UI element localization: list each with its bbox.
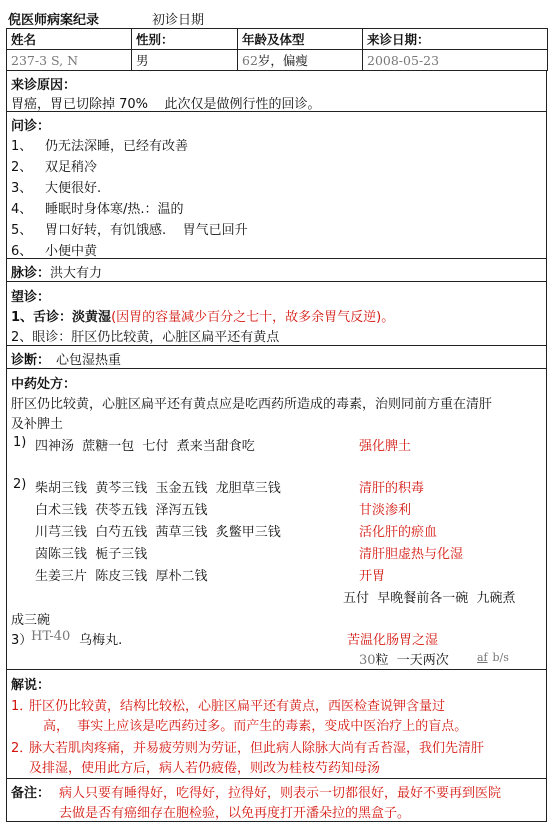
dose-number: 30 (359, 653, 376, 668)
inquiry-item-text: 胃口好转，有饥饿感. 胃气已回升 (45, 223, 248, 238)
inquiry-item-num: 1、 (11, 139, 33, 154)
medical-record-sheet (6, 6, 547, 822)
formula-1-number: 1) (13, 435, 27, 450)
formula-2-effect: 活化肝的瘀血 (359, 525, 438, 540)
dose-text: 粒 一天两次 (375, 653, 449, 668)
explanation-section (6, 670, 547, 779)
formula-2-herbs: 茵陈三钱 栀子三钱 (35, 547, 148, 562)
observation-label: 望诊： (11, 290, 51, 305)
age-number: 62 (242, 53, 258, 68)
pulse-row (11, 262, 102, 281)
first-visit-date-label: 初诊日期 (152, 13, 205, 28)
pulse-text: 洪大有力 (50, 266, 103, 281)
inquiry-label: 问诊： (11, 119, 51, 134)
inquiry-item-text: 睡眠时身体寒/热.：温的 (45, 202, 184, 217)
formula-2-dosage: 五付 早晚餐前各一碗 九碗煮 (343, 591, 516, 606)
formula-3-code: HT-40 (31, 629, 71, 644)
record-header (6, 6, 547, 28)
name-header: 姓名 (7, 29, 132, 50)
diagnosis-text: 心包湿热重 (56, 353, 122, 368)
note-line2: 去做是否有癌细存在胞检验，以免再度打开潘朵拉的黑盒子。 (59, 806, 411, 821)
prescription-intro: 肝区仍比较黄，心脏区扁平还有黄点应是吃西药所造成的毒素，治则同前方重在清肝 (11, 397, 493, 412)
formula-2-effect: 清肝的积毒 (359, 481, 425, 496)
age-header: 年龄及体型 (238, 29, 363, 50)
formula-2-herbs: 柴胡三钱 黄芩三钱 玉金五钱 龙胆草三钱 (35, 481, 281, 496)
explanation-1-line2: 高， 事实上应该是吃西药过多。而产生的毒素，变成中医治疗上的盲点。 (43, 719, 468, 734)
formula-2-effect: 开胃 (359, 569, 386, 584)
inquiry-section (6, 112, 547, 259)
prescription-label: 中药处方： (11, 377, 77, 392)
pulse-label: 脉诊： (11, 266, 51, 281)
explanation-1-line1: 肝区仍比较黄，结构比较松，心脏区扁平还有黄点，西医检查说钾含量过 (29, 699, 446, 714)
formula-2-effect: 清肝胆虚热与化湿 (359, 547, 464, 562)
visit-date: 2008-05-23 (363, 50, 548, 71)
formula-3-dosage (359, 649, 449, 668)
reason-section (6, 71, 547, 112)
eye-diagnosis: 2、眼诊：肝区仍比较黄，心脏区扁平还有黄点 (11, 330, 280, 345)
inquiry-item-text: 大便很好. (45, 181, 102, 196)
gender-header: 性别： (132, 29, 238, 50)
tongue-diagnosis (11, 306, 394, 325)
note-section (6, 779, 547, 822)
tongue-label: 1、舌诊： (11, 310, 73, 325)
dose-bs: b/s (489, 651, 509, 664)
patient-info-table (6, 28, 548, 71)
formula-2-dosage-cont: 成三碗 (11, 613, 51, 628)
formula-2-herbs: 生姜三片 陈皮三钱 厚朴二钱 (35, 569, 208, 584)
dose-af: af (477, 651, 488, 664)
info-value-row (7, 50, 548, 71)
prescription-section (6, 369, 547, 670)
info-header-row (7, 29, 548, 50)
inquiry-item-text: 仍无法深睡，已经有改善 (45, 139, 189, 154)
explanation-label: 解说： (11, 678, 51, 693)
inquiry-item-num: 2、 (11, 160, 33, 175)
explanation-2-line2: 及排湿，使用此方后，病人若仍疲倦，则改为桂枝芍药知母汤 (29, 761, 381, 776)
note-line1: 病人只要有睡得好，吃得好，拉得好，则表示一切都很好，最好不要再到医院 (59, 786, 502, 801)
tongue-note: (因胃的容量减少百分之七十，故多余胃气反逆)。 (111, 310, 395, 325)
patient-id: 237-3 S, N (7, 50, 132, 71)
inquiry-item-num: 4、 (11, 202, 33, 217)
formula-1-herbs: 四神汤 蔗糖一包 七付 煮来当甜食吃 (35, 439, 255, 454)
formula-2-number: 2) (13, 477, 27, 492)
inquiry-item-num: 5、 (11, 223, 33, 238)
inquiry-item-num: 3、 (11, 181, 33, 196)
tongue-value: 淡黄湿 (72, 310, 112, 325)
formula-3-effect: 苦温化肠胃之湿 (347, 633, 439, 648)
formula-2-herbs: 白术三钱 茯苓五钱 泽泻五钱 (35, 503, 208, 518)
inquiry-item-num: 6、 (11, 244, 33, 259)
formula-3-number: 3） (11, 633, 33, 648)
formula-2-herbs: 川芎三钱 白芍五钱 茜草三钱 炙鳖甲三钱 (35, 525, 281, 540)
age-build: 岁，偏瘦 (257, 53, 308, 68)
explanation-2-number: 2． (11, 741, 33, 756)
explanation-1-number: 1． (11, 699, 33, 714)
inquiry-item-text: 双足稍冷 (45, 160, 98, 175)
visit-date-header: 来诊日期： (363, 29, 548, 50)
explanation-2-line1: 脉大若肌肉疼痛，并易疲劳则为劳证，但此病人除脉大尚有舌苔湿，我们先清肝 (29, 741, 485, 756)
patient-age (238, 50, 363, 71)
pulse-section (6, 259, 547, 282)
formula-3-name: 乌梅丸. (75, 633, 123, 648)
formula-2-effect: 甘淡渗利 (359, 503, 412, 518)
observation-section (6, 282, 547, 346)
record-title: 倪医师病案纪录 (8, 13, 100, 28)
inquiry-item-text: 小便中黄 (45, 244, 98, 259)
reason-label: 来诊原因： (11, 78, 77, 93)
patient-gender: 男 (132, 50, 238, 71)
diagnosis-row (11, 349, 121, 368)
reason-text: 胃癌，胃已切除掉 70% 此次仅是做例行性的回诊。 (11, 97, 321, 112)
note-label: 备注： (11, 786, 51, 801)
diagnosis-section (6, 346, 547, 369)
diagnosis-label: 诊断： (11, 353, 51, 368)
prescription-intro-cont: 及补脾土 (11, 417, 64, 432)
formula-1-effect: 强化脾土 (359, 439, 412, 454)
